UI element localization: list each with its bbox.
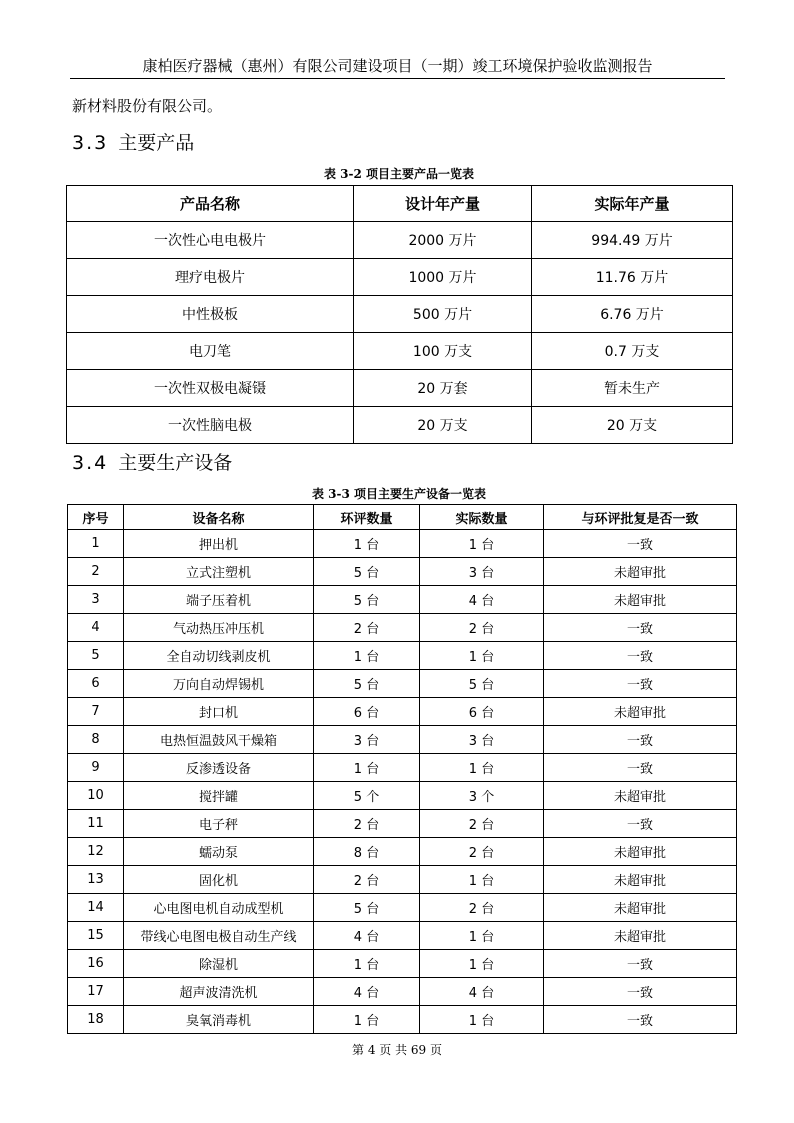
column-header: 实际数量 — [420, 505, 544, 530]
table-cell: 5 — [68, 642, 124, 670]
section-number: 3.4 — [72, 452, 109, 474]
table-row — [68, 754, 737, 782]
table-cell: 5 个 — [314, 782, 420, 810]
table-cell: 中性极板 — [67, 296, 354, 333]
table-row — [68, 670, 737, 698]
section-title: 主要产品 — [118, 132, 195, 154]
table-cell: 3 台 — [420, 558, 544, 586]
table-cell: 3 台 — [420, 726, 544, 754]
table-cell: 带线心电图电极自动生产线 — [124, 922, 314, 950]
column-header: 设备名称 — [124, 505, 314, 530]
column-header: 实际年产量 — [532, 186, 733, 222]
table-cell: 暂未生产 — [532, 370, 733, 407]
table-row — [68, 1006, 737, 1034]
table-cell: 2 台 — [420, 838, 544, 866]
header-divider — [70, 78, 725, 79]
table-cell: 一致 — [544, 670, 737, 698]
table-cell: 6 台 — [314, 698, 420, 726]
table-cell: 0.7 万支 — [532, 333, 733, 370]
table-cell: 15 — [68, 922, 124, 950]
table-row — [68, 586, 737, 614]
table-row — [68, 726, 737, 754]
table-cell: 1000 万片 — [354, 259, 532, 296]
table-cell: 2 台 — [314, 614, 420, 642]
table-cell: 994.49 万片 — [532, 222, 733, 259]
table-cell: 8 — [68, 726, 124, 754]
table-cell: 9 — [68, 754, 124, 782]
table-cell: 1 台 — [314, 642, 420, 670]
table-cell: 3 台 — [314, 726, 420, 754]
table-cell: 一次性脑电极 — [67, 407, 354, 444]
section-heading-3-3 — [72, 131, 194, 155]
table-cell: 气动热压冲压机 — [124, 614, 314, 642]
table-cell: 一致 — [544, 810, 737, 838]
table-cell: 4 — [68, 614, 124, 642]
table-cell: 17 — [68, 978, 124, 1006]
table-cell: 12 — [68, 838, 124, 866]
table-cell: 搅拌罐 — [124, 782, 314, 810]
table-row — [68, 530, 737, 558]
table-row — [68, 614, 737, 642]
table-cell: 5 台 — [314, 558, 420, 586]
table-cell: 3 个 — [420, 782, 544, 810]
table-cell: 6 — [68, 670, 124, 698]
header-row — [67, 186, 733, 222]
table-cell: 1 台 — [420, 642, 544, 670]
column-header: 设计年产量 — [354, 186, 532, 222]
table-cell: 7 — [68, 698, 124, 726]
products-table — [66, 185, 733, 444]
table-cell: 1 台 — [420, 866, 544, 894]
table-cell: 14 — [68, 894, 124, 922]
table-cell: 10 — [68, 782, 124, 810]
table-cell: 1 — [68, 530, 124, 558]
table-cell: 蠕动泵 — [124, 838, 314, 866]
table-row — [67, 259, 733, 296]
table-cell: 未超审批 — [544, 922, 737, 950]
table-cell: 16 — [68, 950, 124, 978]
table-cell: 全自动切线剥皮机 — [124, 642, 314, 670]
table-row — [68, 782, 737, 810]
table-cell: 6 台 — [420, 698, 544, 726]
table-cell: 一致 — [544, 642, 737, 670]
table-cell: 一致 — [544, 1006, 737, 1034]
table-row — [68, 558, 737, 586]
table-cell: 6.76 万片 — [532, 296, 733, 333]
equipment-table-header — [68, 505, 737, 530]
table-cell: 臭氧消毒机 — [124, 1006, 314, 1034]
section-heading-3-4 — [72, 451, 232, 475]
products-table-body — [67, 222, 733, 444]
table-cell: 1 台 — [314, 950, 420, 978]
table-cell: 8 台 — [314, 838, 420, 866]
table-cell: 未超审批 — [544, 894, 737, 922]
table-cell: 2 台 — [420, 810, 544, 838]
table-row — [68, 698, 737, 726]
table-row — [68, 810, 737, 838]
table-cell: 5 台 — [314, 586, 420, 614]
table-cell: 20 万支 — [532, 407, 733, 444]
table-cell: 4 台 — [314, 922, 420, 950]
table-3-3-caption: 表 3-3 项目主要生产设备一览表 — [311, 487, 487, 501]
table-cell: 1 台 — [314, 530, 420, 558]
table-cell: 2 台 — [420, 614, 544, 642]
equipment-table-body — [68, 530, 737, 1034]
table-cell: 一致 — [544, 978, 737, 1006]
table-cell: 未超审批 — [544, 838, 737, 866]
table-cell: 未超审批 — [544, 866, 737, 894]
table-cell: 4 台 — [420, 586, 544, 614]
table-cell: 1 台 — [314, 754, 420, 782]
table-cell: 100 万支 — [354, 333, 532, 370]
table-cell: 心电图电机自动成型机 — [124, 894, 314, 922]
table-cell: 4 台 — [314, 978, 420, 1006]
table-cell: 1 台 — [420, 530, 544, 558]
column-header: 环评数量 — [314, 505, 420, 530]
equipment-table — [67, 504, 737, 1034]
table-cell: 5 台 — [314, 670, 420, 698]
table-cell: 11.76 万片 — [532, 259, 733, 296]
table-cell: 1 台 — [420, 754, 544, 782]
continued-paragraph: 新材料股份有限公司。 — [72, 97, 223, 115]
table-cell: 1 台 — [420, 950, 544, 978]
table-cell: 一致 — [544, 754, 737, 782]
page-number: 第 4 页 共 69 页 — [352, 1043, 442, 1057]
table-cell: 理疗电极片 — [67, 259, 354, 296]
table-row — [68, 978, 737, 1006]
table-cell: 20 万支 — [354, 407, 532, 444]
table-cell: 2000 万片 — [354, 222, 532, 259]
table-cell: 1 台 — [420, 922, 544, 950]
table-cell: 超声波清洗机 — [124, 978, 314, 1006]
column-header: 与环评批复是否一致 — [544, 505, 737, 530]
table-cell: 一致 — [544, 530, 737, 558]
table-cell: 未超审批 — [544, 558, 737, 586]
table-cell: 固化机 — [124, 866, 314, 894]
table-cell: 未超审批 — [544, 586, 737, 614]
running-header: 康柏医疗器械（惠州）有限公司建设项目（一期）竣工环境保护验收监测报告 — [142, 57, 653, 75]
table-cell: 万向自动焊锡机 — [124, 670, 314, 698]
table-cell: 电子秤 — [124, 810, 314, 838]
table-row — [67, 370, 733, 407]
table-cell: 封口机 — [124, 698, 314, 726]
table-row — [68, 922, 737, 950]
table-cell: 2 台 — [314, 810, 420, 838]
section-title: 主要生产设备 — [118, 452, 233, 474]
table-row — [68, 866, 737, 894]
table-cell: 未超审批 — [544, 782, 737, 810]
table-cell: 3 — [68, 586, 124, 614]
column-header: 序号 — [68, 505, 124, 530]
table-cell: 未超审批 — [544, 698, 737, 726]
header-row — [68, 505, 737, 530]
column-header: 产品名称 — [67, 186, 354, 222]
table-cell: 一致 — [544, 726, 737, 754]
table-cell: 反渗透设备 — [124, 754, 314, 782]
table-cell: 1 台 — [314, 1006, 420, 1034]
table-cell: 1 台 — [420, 1006, 544, 1034]
table-cell: 20 万套 — [354, 370, 532, 407]
section-number: 3.3 — [72, 132, 109, 154]
table-cell: 电刀笔 — [67, 333, 354, 370]
table-cell: 5 台 — [314, 894, 420, 922]
table-cell: 2 台 — [314, 866, 420, 894]
table-row — [68, 642, 737, 670]
table-cell: 一次性双极电凝镊 — [67, 370, 354, 407]
table-row — [68, 950, 737, 978]
table-row — [68, 838, 737, 866]
table-cell: 除湿机 — [124, 950, 314, 978]
table-cell: 2 台 — [420, 894, 544, 922]
table-cell: 端子压着机 — [124, 586, 314, 614]
table-cell: 2 — [68, 558, 124, 586]
table-cell: 11 — [68, 810, 124, 838]
table-cell: 一致 — [544, 950, 737, 978]
table-cell: 押出机 — [124, 530, 314, 558]
table-cell: 18 — [68, 1006, 124, 1034]
table-cell: 立式注塑机 — [124, 558, 314, 586]
table-cell: 4 台 — [420, 978, 544, 1006]
table-cell: 500 万片 — [354, 296, 532, 333]
table-row — [67, 222, 733, 259]
table-3-2-caption: 表 3-2 项目主要产品一览表 — [323, 167, 475, 181]
table-cell: 一次性心电电极片 — [67, 222, 354, 259]
table-cell: 13 — [68, 866, 124, 894]
products-table-header — [67, 186, 733, 222]
table-cell: 一致 — [544, 614, 737, 642]
table-row — [67, 407, 733, 444]
table-cell: 5 台 — [420, 670, 544, 698]
table-row — [67, 333, 733, 370]
table-cell: 电热恒温鼓风干燥箱 — [124, 726, 314, 754]
table-row — [68, 894, 737, 922]
table-row — [67, 296, 733, 333]
